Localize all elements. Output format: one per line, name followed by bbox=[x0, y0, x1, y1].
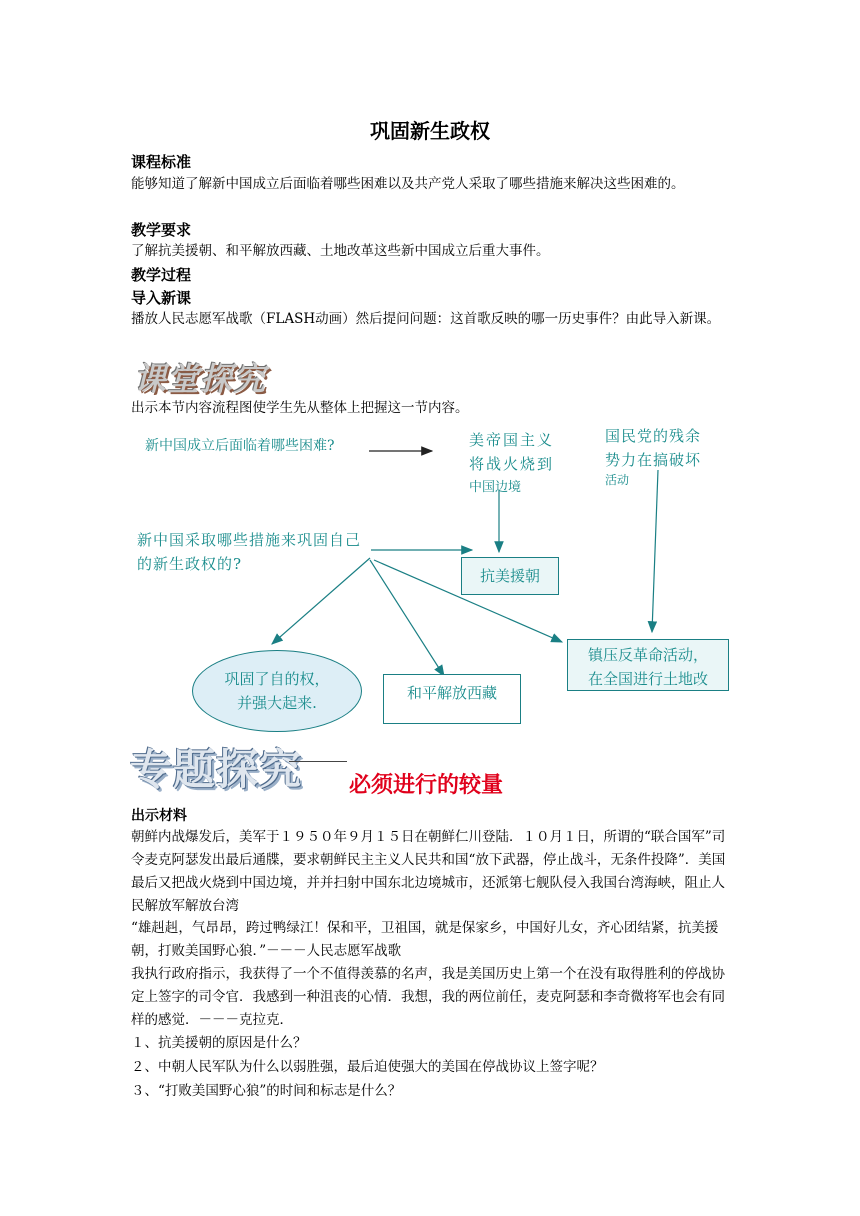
flow-box-tibet: 和平解放西藏 bbox=[383, 674, 521, 724]
question-2: ２、中朝人民军队为什么以弱胜强，最后迫使强大的美国在停战协议上签字呢？ bbox=[131, 1059, 604, 1075]
flow-kmt-node bbox=[605, 424, 701, 488]
flow-kmt-line-2: 势力在搞破坏 bbox=[605, 451, 702, 469]
require-text: 了解抗美援朝、和平解放西藏、土地改革这些新中国成立后重大事件。 bbox=[131, 243, 550, 259]
question-3: ３、“打败美国野心狼”的时间和标志是什么？ bbox=[131, 1083, 402, 1099]
flow-us-line-2: 将战火烧到 bbox=[469, 455, 555, 473]
material-paragraph-2: “雄赳赳，气昂昂，跨过鸭绿江！保和平，卫祖国，就是保家乡，中国好儿女，齐心团结紧，抗美援朝，打败美国野心狼．”－－－人民志愿军战歌 bbox=[131, 920, 719, 959]
flow-box-suppress bbox=[567, 639, 729, 691]
class-explore-wordart: 课堂探究 bbox=[134, 360, 267, 398]
flow-us-line-3: 中国边境 bbox=[469, 480, 522, 495]
arrow-q2-to-tibet bbox=[370, 560, 444, 676]
flow-kmt-line-1: 国民党的残余 bbox=[605, 427, 702, 445]
topic-explore-wordart: 专题探究 bbox=[130, 745, 303, 794]
question-1: １、抗美援朝的原因是什么？ bbox=[131, 1035, 307, 1051]
flow-ellipse-line-2: 并强大起来. bbox=[237, 694, 317, 712]
page-title: 巩固新生政权 bbox=[370, 119, 490, 143]
require-heading: 教学要求 bbox=[131, 221, 192, 239]
topic-subtitle: 必须进行的较量 bbox=[349, 773, 504, 798]
intro-heading: 导入新课 bbox=[131, 289, 192, 307]
material-heading: 出示材料 bbox=[131, 808, 187, 824]
flow-suppress-line-2: 在全国进行土地改 bbox=[587, 670, 708, 688]
material-paragraph-3: 我执行政府指示，我获得了一个不值得羡慕的名声，我是美国历史上第一个在没有取得胜利的停战协定上签字的司令官．我感到一种沮丧的心情．我想，我的两位前任，麦克阿瑟和李奇微将军也会有同样的感觉．－－－克拉克． bbox=[131, 966, 725, 1028]
flow-q2-line-2: 的新生政权的? bbox=[137, 555, 243, 573]
flow-ellipse-consolidate bbox=[192, 650, 362, 732]
arrow-kmt-to-suppress bbox=[652, 470, 658, 632]
process-heading: 教学过程 bbox=[131, 266, 192, 284]
flow-intro-text: 出示本节内容流程图使学生先从整体上把握这一节内容。 bbox=[131, 400, 469, 416]
flow-suppress-line-1: 镇压反革命活动， bbox=[587, 646, 708, 664]
flow-ellipse-line-1: 巩固了自的权， bbox=[224, 670, 330, 688]
standard-text: 能够知道了解新中国成立后面临着哪些困难以及共产党人采取了哪些措施来解决这些困难的。 bbox=[131, 176, 685, 192]
intro-text: 播放人民志愿军战歌（FLASH动画）然后提问问题：这首歌反映的哪一历史事件？由此导入新课。 bbox=[131, 311, 721, 327]
flow-kmt-line-3: 活动 bbox=[605, 473, 630, 487]
flow-box-korea: 抗美援朝 bbox=[461, 557, 559, 595]
flow-question-1: 新中国成立后面临着哪些困难? bbox=[145, 438, 335, 454]
subtitle-dash bbox=[289, 761, 347, 762]
flow-us-line-1: 美帝国主义 bbox=[469, 431, 555, 449]
flow-question-2 bbox=[137, 528, 361, 576]
standard-heading: 课程标准 bbox=[131, 153, 192, 171]
material-paragraph-1: 朝鲜内战爆发后，美军于１９５０年９月１５日在朝鲜仁川登陆．１０月１日，所谓的“联合国军”司令麦克阿瑟发出最后通牒，要求朝鲜民主主义人民共和国“放下武器，停止战斗，无条件投降”．美国最后又把战火烧到中国边境，并并扫射中国东北边境城市，还派第七舰队侵入我国台湾海峡，阻止人民解放军解放台湾 bbox=[131, 829, 726, 914]
flow-us-node bbox=[469, 428, 554, 500]
flow-q2-line-1: 新中国采取哪些措施来巩固自己 bbox=[137, 531, 362, 549]
